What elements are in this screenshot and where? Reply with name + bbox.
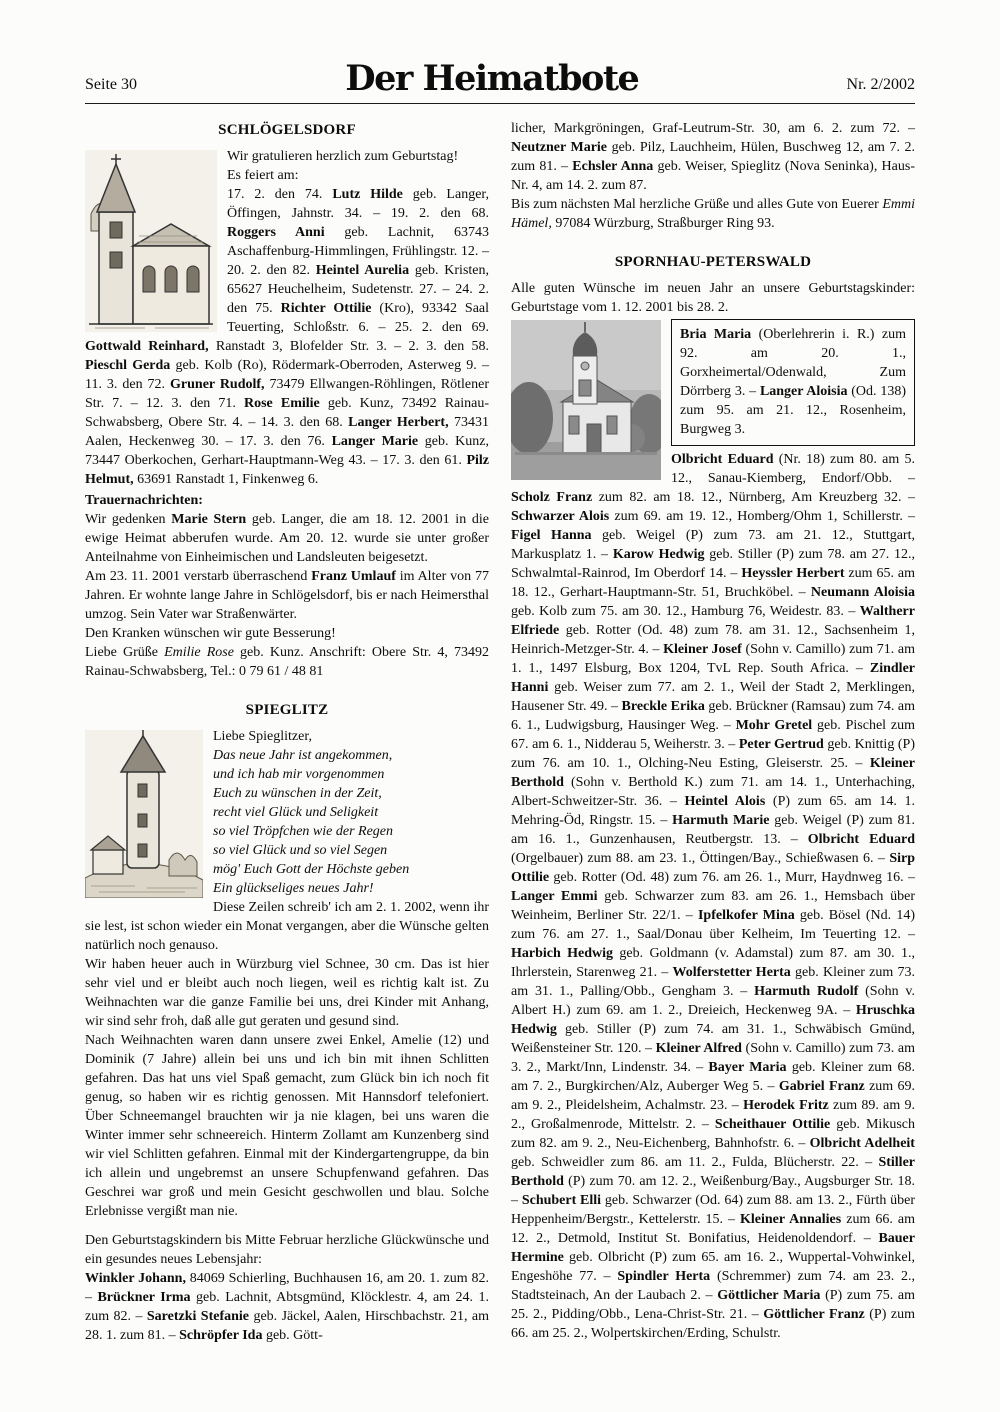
- body-columns: [85, 119, 915, 1345]
- section-heading-spornhau-peterswald: SPORNHAU-PETERSWALD: [614, 254, 812, 270]
- obituary-paragraph: Am 23. 11. 2001 verstarb überraschend Franz Umlauf im Alter von 77 Jahren. Er wohnte lange Jahre in Schlögelsdorf, bis er nach Heimersthal umzog. Sein Vater war Straßenwärter.: [85, 569, 489, 622]
- issue-number: Nr. 2/2002: [846, 76, 915, 93]
- greeting-paragraph: Wir gratulieren herzlich zum Geburtstag!: [227, 149, 459, 164]
- left-column: [85, 119, 489, 1345]
- letter-paragraph: Nach Weihnachten waren dann unsere zwei Enkel, Amelie (12) und Dominik (7 Jahre) allein bei uns und ich bin mit ihnen Schlitten gefahren. Das hat uns viel Spaß gemacht, zum Glück bin ich noch fit genug, so haben wir es richtig genossen. Mit Hannsdorf telefoniert. Über Schneemangel brauchten wir ja nie klagen, bei uns waren die Winter immer sehr schneereich. Hinterm Zollamt am Kunzenberg sind wir viel Schlitten gefahren. Einmal mit der Kindergartengruppe, da bin ich allein und ungebremst an unsere Schupfenwand gefahren. Das Geschrei war groß und mein Gesicht geschwollen und blau. Solche Erlebnisse vergißt man nie.: [85, 1033, 489, 1219]
- obituary-paragraph: Wir gedenken Marie Stern geb. Langer, die am 18. 12. 2001 in die ewige Heimat abberufen wurde. Am 20. 12. wurde sie unter großer Anteilnahme von Einheimischen und Landsleuten beigesetzt.: [85, 512, 489, 565]
- spornhau-church-photo-image: [511, 320, 661, 480]
- list-lead-paragraph: Es feiert am:: [227, 168, 299, 183]
- birthday-list-paragraph: Olbricht Eduard (Nr. 18) zum 80. am 5. 12., Sanau-Kiemberg, Endorf/Obb. – Scholz Franz zum 82. am 18. 12., Nürnberg, Am Kreuzberg 32. – Schwarzer Alois zum 69. am 19. 12., Homberg/Ohm 1, Schillerstr. – Figel Hanna geb. Weigel (P) zum 73. am 21. 12., Stuttgart, Markusplatz 1. – Karow Hedwig geb. Stiller (P) zum 78. am 27. 12., Schwalmtal-Rainrod, Im Oberdorf 14. – Heyssler Herbert zum 65. am 18. 12., Gerhart-Hauptmann-Str. 51, Bruchköbel. – Neumann Aloisia geb. Kolb zum 75. am 30. 12., Hamburg 76, Weidestr. 83. – Waltherr Elfriede geb. Rotter (Od. 48) zum 78. am 31. 12., Sachsenheim 1, Heinrich-Metzger-Str. 4. – Kleiner Josef (Sohn v. Camillo) zum 71. am 1. 1., 1497 Elsburg, Box 1204, TvL Rep. South Africa. – Zindler Hanni geb. Weiser zum 77. am 2. 1., Weil der Stadt 2, Merklingen, Hausener Str. 49. – Breckle Erika geb. Brückner (Ramsau) zum 74. am 6. 1., Ludwigsburg, Hausinger Weg. – Mohr Gretel geb. Pischel zum 67. am 6. 1., Nidderau 5, Weiherstr. 3. – Peter Gertrud geb. Knittig (P) zum 76. am 10. 1., Olching-Neu Esting, Gleiserstr. 25. – Kleiner Berthold (Sohn v. Berthold K.) zum 71. am 14. 1., Unterhaching, Albert-Schweitzer-Str. 36. – Heintel Alois (P) zum 65. am 14. 1. Mehring-Öd, Ringstr. 15. – Harmuth Marie geb. Weigel (P) zum 81. am 16. 1., Gunzenhausen, Reutbergstr. 13. – Olbricht Eduard (Orgelbauer) zum 88. am 23. 1., Öttingen/Bay., Schießwasen 6. – Sirp Ottilie geb. Rotter (Od. 48) zum 76. am 26. 1., Murr, Haydnweg 16. – Langer Emmi geb. Schwarzer zum 83. am 26. 1., Hemsbach über Weinheim, Berliner Str. 22/1. – Ipfelkofer Mina geb. Bösel (Nd. 14) zum 76. am 27. 1., Saal/Donau über Kelheim, Im Teuerting 12. – Harbich Hedwig geb. Goldmann (v. Adamstal) zum 87. am 30. 1., Ihrlerstein, Starenweg 21. – Wolferstetter Herta geb. Kleiner zum 73. am 31. 1., Palling/Obb., Gengham 3. – Harmuth Rudolf (Sohn v. Albert H.) zum 69. am 1. 2., Dreieich, Heckenweg 9A. – Hruschka Hedwig geb. Stiller (P) zum 74. am 31. 1., Schwäbisch Gmünd, Weißensteiner Str. 120. – Kleiner Alfred (Sohn v. Camillo) zum 73. am 3. 2., Markt/Inn, Lindenstr. 34. – Bayer Maria geb. Kleiner zum 68. am 7. 2., Burgkirchen/Alz, Auberger Weg 5. – Gabriel Franz zum 69. am 9. 2., Pleidelsheim, Achalmstr. 23. – Herodek Fritz zum 89. am 9. 2., Großalmenrode, Mittelstr. 2. – Scheithauer Ottilie geb. Mikusch zum 82. am 9. 2., Neu-Eichenberg, Bahnhofstr. 6. – Olbricht Adelheit geb. Schweidler zum 86. am 11. 2., Fulda, Blücherstr. 22. – Stiller Berthold (P) zum 70. am 12. 2., Weißenburg/Bay., Augsburger Str. 18. – Schubert Elli geb. Schwarzer (Od. 64) zum 88. am 13. 2., Fürth über Heppenheim/Bergstr., Kettelerstr. 15. – Kleiner Annalies zum 66. am 12. 2., Detmold, Institut St. Bonifatius, Heidenoldendorf. – Bauer Hermine geb. Olbricht (P) zum 65. am 16. 2., Wuppertal-Vohwinkel, Engeshöhe 77. – Spindler Herta (Schremmer) zum 74. am 23. 2., Stadtsteinach, An der Laubach 2. – Göttlicher Maria (P) zum 75. am 25. 2., Pidding/Obb., Lena-Christ-Str. 21. – Göttlicher Franz (P) zum 66. am 25. 2., Wolpertskirchen/Erding, Schulstr.: [511, 452, 916, 1341]
- poem-line: so viel Tröpfchen wie der Regen: [213, 824, 394, 839]
- section-intro-paragraph: Alle guten Wünsche im neuen Jahr an unsere Geburtstagskinder: Geburtstage vom 1. 12. 2001 bis 28. 2.: [511, 281, 915, 315]
- signature-paragraph: Liebe Grüße Emilie Rose geb. Kunz. Anschrift: Obere Str. 4, 73492 Rainau-Schwabsberg, Tel.: 0 79 61 / 48 81: [85, 645, 490, 679]
- poem-line: recht viel Glück und Seligkeit: [213, 805, 379, 820]
- highlight-box: Bria Maria (Oberlehrerin i. R.) zum 92. am 20. 1., Gorxheimertal/Odenwald, Zum Dörrberg 3. – Langer Aloisia (Od. 138) zum 95. am 21. 12., Rosenheim, Burgweg 3.: [671, 319, 915, 446]
- get-well-paragraph: Den Kranken wünschen wir gute Besserung!: [85, 626, 336, 641]
- right-column: [511, 119, 915, 1345]
- spieglitz-tower-drawing-image: [85, 730, 203, 898]
- poem-line: mög' Euch Gott der Höchste geben: [213, 862, 410, 877]
- birthday-intro-paragraph: Den Geburtstagskindern bis Mitte Februar herzliche Glückwünsche und ein gesundes neues Lebensjahr:: [85, 1233, 489, 1267]
- section-heading-spieglitz: SPIEGLITZ: [245, 702, 329, 718]
- letter-paragraph: Diese Zeilen schreib' ich am 2. 1. 2002, wenn ihr sie lest, ist schon wieder ein Monat vergangen, aber die Wünsche gelten natürlich noch genauso.: [85, 900, 489, 953]
- poem-salutation: Liebe Spieglitzer,: [213, 729, 312, 744]
- letter-paragraph: Wir haben heuer auch in Würzburg viel Schnee, 30 cm. Das ist hier sehr viel und er bleibt auch noch liegen, weil es richtig kalt ist. Zu Weihnachten war die ganze Familie bei uns, drei Kinder mit Anhang, wir sind sehr froh, daß alle gut geraten und gesund sind.: [85, 957, 489, 1029]
- poem-line: und ich hab mir vorgenommen: [213, 767, 385, 782]
- continuation-paragraph: licher, Markgröningen, Graf-Leutrum-Str. 30, am 6. 2. zum 72. – Neutzner Marie geb. Pilz, Lauchheim, Hülen, Buschweg 12, am 7. 2. zum 81. – Echsler Anna geb. Weiser, Spieglitz (Nova Seninka), Haus-Nr. 4, am 14. 2. zum 87.: [511, 121, 916, 193]
- poem-line: Das neue Jahr ist angekommen,: [213, 748, 393, 763]
- section-heading-schloegelsdorf: SCHLÖGELSDORF: [218, 122, 356, 138]
- masthead-logo: Der Heimatbote: [345, 58, 639, 99]
- closing-paragraph: Bis zum nächsten Mal herzliche Grüße und alles Gute von Euerer Emmi Hämel, 97084 Würzburg, Straßburger Ring 93.: [511, 197, 915, 231]
- schloegelsdorf-church-drawing-image: [85, 150, 217, 332]
- page-number: Seite 30: [85, 76, 137, 93]
- obituary-heading: Trauernachrichten:: [85, 493, 203, 508]
- header-rule: [85, 103, 915, 104]
- poem-line: Ein glückseliges neues Jahr!: [213, 881, 374, 896]
- birthday-list-paragraph: 17. 2. den 74. Lutz Hilde geb. Langer, Öffingen, Jahnstr. 34. – 19. 2. den 68. Roggers Anni geb. Lachnit, 63743 Aschaffenburg-Himmlingen, Frühlingstr. 12. – 20. 2. den 82. Heintel Aurelia geb. Kristen, 65627 Heuchelheim, Sudetenstr. 27. – 24. 2. den 75. Richter Ottilie (Kro), 93342 Saal Teuerting, Schloßstr. 6. – 25. 2. den 69. Gottwald Reinhard, Ranstadt 3, Blofelder Str. 3. – 2. 3. den 58. Pieschl Gerda geb. Kolb (Ro), Rödermark-Oberroden, Asterweg 9. – 11. 3. den 72. Gruner Rudolf, 73479 Ellwangen-Röhlingen, Rötlener Str. 7. – 12. 3. den 71. Rose Emilie geb. Kunz, 73492 Rainau-Schwabsberg, Obere Str. 4. – 14. 3. den 68. Langer Herbert, 73431 Aalen, Heckenweg 30. – 17. 3. den 76. Langer Marie geb. Kunz, 73447 Oberkochen, Gerhart-Hauptmann-Weg 43. – 17. 3. den 61. Pilz Helmut, 63691 Ranstadt 1, Finkenweg 6.: [85, 187, 490, 487]
- poem-line: so viel Glück und so viel Segen: [213, 843, 388, 858]
- page-header: [85, 48, 915, 99]
- poem-line: Euch zu wünschen in der Zeit,: [213, 786, 382, 801]
- birthday-list-paragraph: Winkler Johann, 84069 Schierling, Buchhausen 16, am 20. 1. zum 82. – Brückner Irma geb. Lachnit, Abtsgmünd, Klöcklestr. 4, am 24. 1. zum 82. – Saretzki Stefanie geb. Jäckel, Aalen, Hirschbachstr. 21, am 28. 1. zum 81. – Schröpfer Ida geb. Gött-: [85, 1271, 489, 1343]
